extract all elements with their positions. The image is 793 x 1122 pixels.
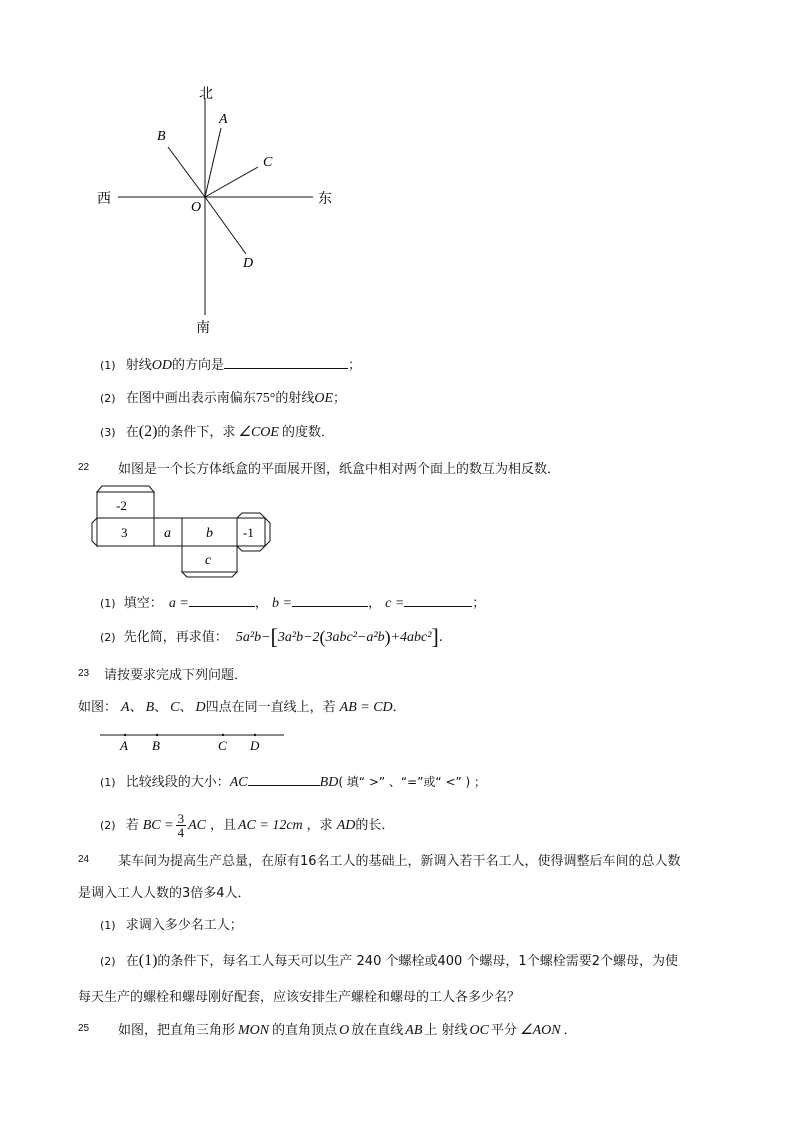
q24-text-line1: 某车间为提高生产总量，在原有16名工人的基础上，新调入若干名工人，使得调整后车间的总人数	[118, 854, 681, 869]
net-top-value: -2	[116, 498, 127, 513]
q24-part2: (2) 在(1)的条件下，每名工人每天可以生产 240 个螺栓或400 个螺母，1个螺栓需要2个螺母，为使	[100, 952, 678, 969]
net-b: b	[206, 526, 213, 541]
q22-part1: (1) 填空： a = ， b = ， c = ；	[100, 596, 486, 611]
q22-text: 如图是一个长方体纸盒的平面展开图，纸盒中相对两个面上的数互为相反数．	[118, 462, 561, 477]
label-north: 北	[199, 87, 213, 102]
q23-text: 请按要求完成下列问题．	[104, 668, 248, 683]
fraction-three-quarters: $\frac{3}{4}$	[177, 811, 185, 840]
q21-part3: (3) 在(2)的条件下，求 ∠COE 的度数．	[100, 423, 334, 440]
label-south: 南	[196, 321, 210, 336]
net-right-value: -1	[243, 525, 254, 540]
net-a: a	[164, 526, 171, 541]
label-d: D	[243, 256, 254, 271]
segment-label-a: A	[120, 738, 128, 753]
net-left-value: 3	[121, 525, 128, 540]
label-west: 西	[97, 192, 111, 207]
q24-part2-line2: 每天生产的螺栓和螺母刚好配套，应该安排生产螺栓和螺母的工人各多少名？	[78, 990, 521, 1005]
label-c: C	[263, 155, 273, 170]
q23-intro: 如图： A、 B、 C、 D四点在同一直线上，若 AB = CD．	[78, 700, 406, 715]
q22-part2: (2) 先化简，再求值： 5a²b−[3a²b−2(3abc²−a²b)+4abc²].	[100, 624, 443, 649]
segment-label-b: B	[152, 738, 160, 753]
q21-part2: (2) 在图中画出表示南偏东75°的射线OE；	[100, 391, 347, 406]
q24-part1: (1) 求调入多少名工人；	[100, 918, 243, 933]
q25-text: 如图，把直角三角形 MON 的直角顶点 O 放在直线 AB 上 射线 OC 平分 ∠AON ．	[118, 1023, 577, 1038]
label-a: A	[219, 112, 228, 127]
q23-part2: (2) 若 BC = $\frac{3}{4}$ AC ，且 AC = 12cm ，求 AD的长．	[100, 811, 395, 840]
q21-part1: (1) 射线OD的方向是 ；	[100, 358, 362, 373]
q23-number: 23	[78, 668, 90, 679]
q22-number: 22	[78, 462, 90, 473]
label-east: 东	[318, 192, 332, 207]
net-c: c	[205, 553, 212, 568]
q24-text-line2: 是调入工人人数的3倍多4人．	[78, 886, 251, 901]
q25-number: 25	[78, 1023, 90, 1034]
segment-label-c: C	[218, 738, 227, 753]
label-o: O	[191, 200, 202, 215]
compare-blank[interactable]	[248, 785, 320, 786]
q23-part1: (1) 比较线段的大小：AC BD( 填“ >” 、“=”或“ <” ) ；	[100, 775, 487, 790]
q24-number: 24	[78, 854, 90, 865]
label-b: B	[157, 129, 166, 144]
segment-label-d: D	[250, 738, 260, 753]
